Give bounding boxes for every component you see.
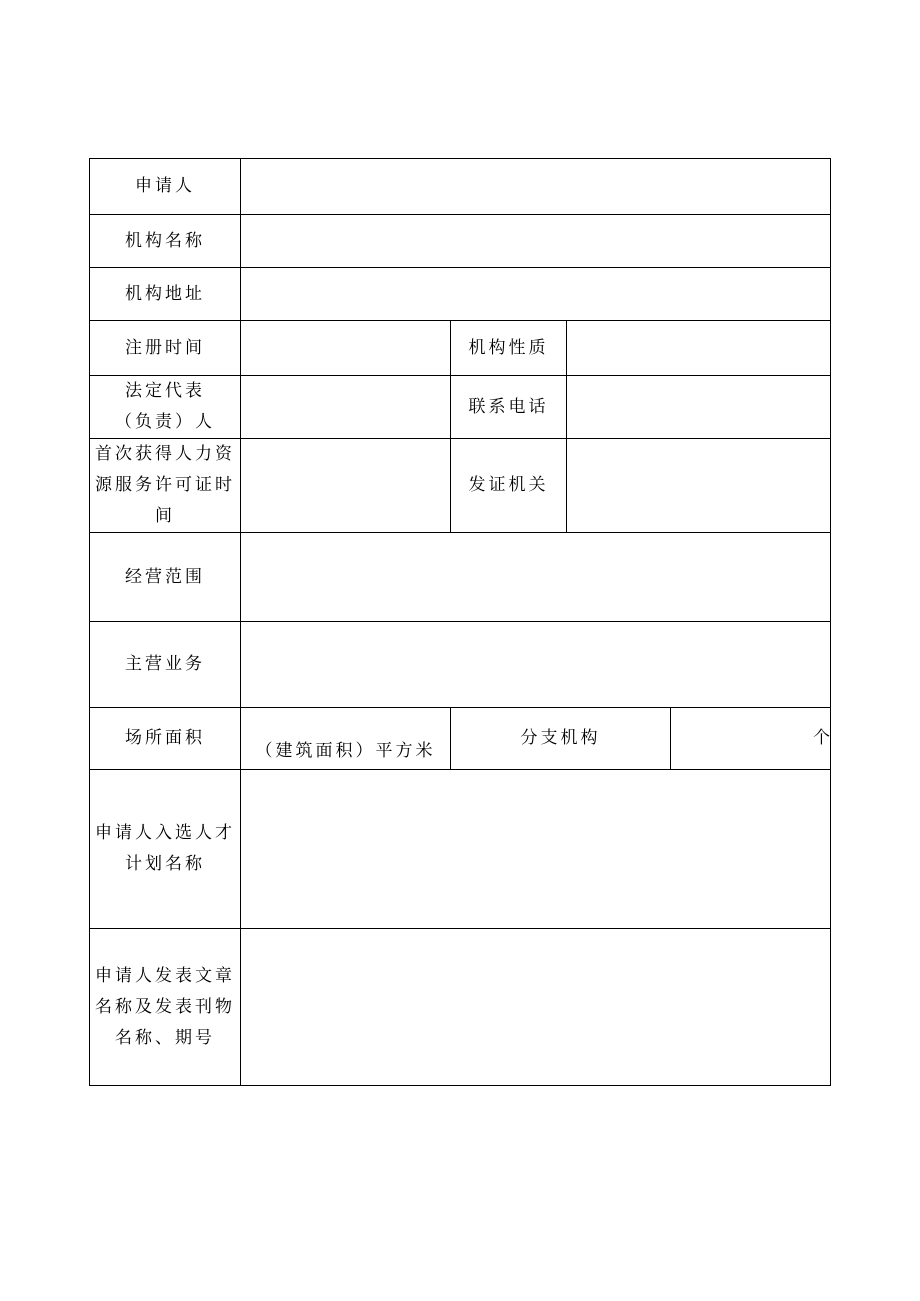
- org-nature-label: 机构性质: [451, 321, 567, 376]
- issuer-field[interactable]: [567, 439, 831, 533]
- legal-rep-label-line1: 法定代表: [125, 381, 205, 401]
- branch-field[interactable]: [671, 708, 831, 770]
- org-address-field[interactable]: [241, 268, 831, 321]
- issuer-label: 发证机关: [451, 439, 567, 533]
- talent-plan-label: [90, 770, 241, 929]
- row-articles: [90, 929, 831, 1086]
- org-nature-field[interactable]: [567, 321, 831, 376]
- site-area-label: 场所面积: [90, 708, 241, 770]
- row-first-license: [90, 439, 831, 533]
- branch-label: 分支机构: [451, 708, 671, 770]
- row-applicant: [90, 159, 831, 215]
- business-scope-label: 经营范围: [90, 533, 241, 622]
- talent-plan-label-line1: 申请人入选人才: [95, 823, 235, 843]
- articles-field[interactable]: [241, 929, 831, 1086]
- branch-unit: 个: [813, 728, 830, 748]
- phone-field[interactable]: [567, 376, 831, 439]
- row-business-scope: [90, 533, 831, 622]
- articles-label-line3: 名称、期号: [115, 1027, 215, 1048]
- first-license-field[interactable]: [241, 439, 451, 533]
- first-license-label-line3: 间: [155, 506, 175, 526]
- articles-label: [90, 929, 241, 1086]
- site-area-field[interactable]: [241, 708, 451, 770]
- row-legal-rep: [90, 376, 831, 439]
- row-site-area: [90, 708, 831, 770]
- legal-rep-label: [90, 376, 241, 439]
- talent-plan-field[interactable]: [241, 770, 831, 929]
- first-license-label-line2: 源服务许可证时: [95, 475, 235, 495]
- row-org-address: [90, 268, 831, 321]
- row-talent-plan: [90, 770, 831, 929]
- applicant-label: 申请人: [90, 159, 241, 215]
- legal-rep-field[interactable]: [241, 376, 451, 439]
- articles-label-line1: 申请人发表文章: [95, 965, 235, 986]
- site-area-unit: （建筑面积）平方米: [255, 741, 436, 761]
- first-license-label-line1: 首次获得人力资: [95, 444, 235, 464]
- main-business-label: 主营业务: [90, 622, 241, 708]
- reg-time-field[interactable]: [241, 321, 451, 376]
- row-reg-time: [90, 321, 831, 376]
- talent-plan-label-line2: 计划名称: [125, 854, 205, 874]
- phone-label: 联系电话: [451, 376, 567, 439]
- application-form-table: [89, 158, 831, 1086]
- reg-time-label: 注册时间: [90, 321, 241, 376]
- business-scope-field[interactable]: [241, 533, 831, 622]
- legal-rep-label-line2: （负责）人: [115, 412, 215, 432]
- org-address-label: 机构地址: [90, 268, 241, 321]
- org-name-field[interactable]: [241, 215, 831, 268]
- org-name-label: 机构名称: [90, 215, 241, 268]
- row-main-business: [90, 622, 831, 708]
- articles-label-line2: 名称及发表刊物: [95, 996, 235, 1017]
- main-business-field[interactable]: [241, 622, 831, 708]
- applicant-field[interactable]: [241, 159, 831, 215]
- first-license-label: [90, 439, 241, 533]
- row-org-name: [90, 215, 831, 268]
